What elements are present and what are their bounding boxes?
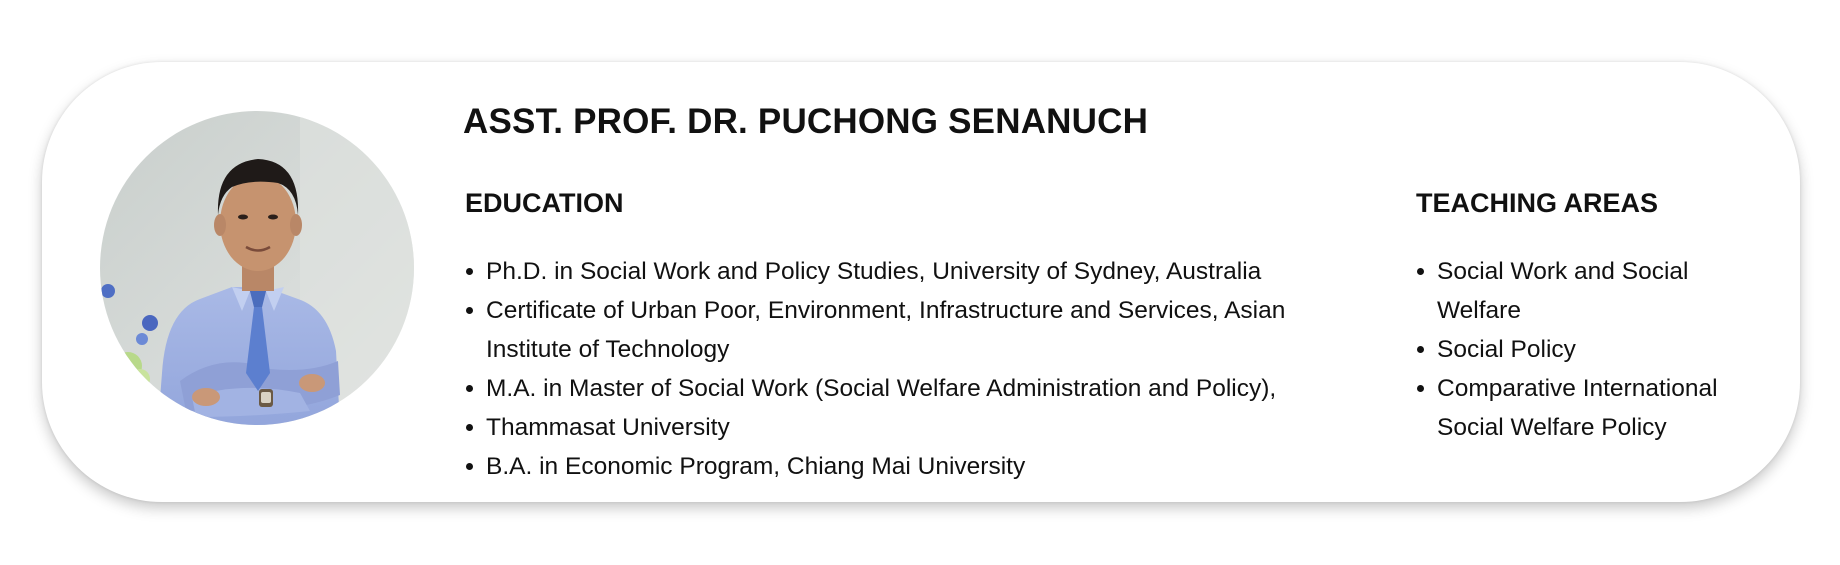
education-item: Ph.D. in Social Work and Policy Studies, University of Sydney, Australia [465, 252, 1375, 291]
profile-card [42, 62, 1800, 502]
teaching-area-item: Social Policy [1416, 330, 1761, 369]
education-item: Certificate of Urban Poor, Environment, Infrastructure and Services, Asian Institute of Technology [465, 291, 1375, 369]
education-title: EDUCATION [465, 188, 624, 218]
teaching-area-item: Social Work and Social Welfare [1416, 252, 1761, 330]
profile-photo [100, 111, 414, 425]
portrait-photo-image [100, 111, 414, 425]
teaching-areas-title: TEACHING AREAS [1416, 188, 1659, 218]
education-item: M.A. in Master of Social Work (Social Welfare Administration and Policy), [465, 369, 1375, 408]
profile-name: ASST. PROF. DR. PUCHONG SENANUCH [463, 102, 1149, 141]
education-item: B.A. in Economic Program, Chiang Mai University [465, 447, 1375, 486]
education-list [465, 252, 1375, 486]
teaching-areas-list [1416, 252, 1761, 447]
teaching-area-item: Comparative International Social Welfare Policy [1416, 369, 1761, 447]
education-item: Thammasat University [465, 408, 1375, 447]
